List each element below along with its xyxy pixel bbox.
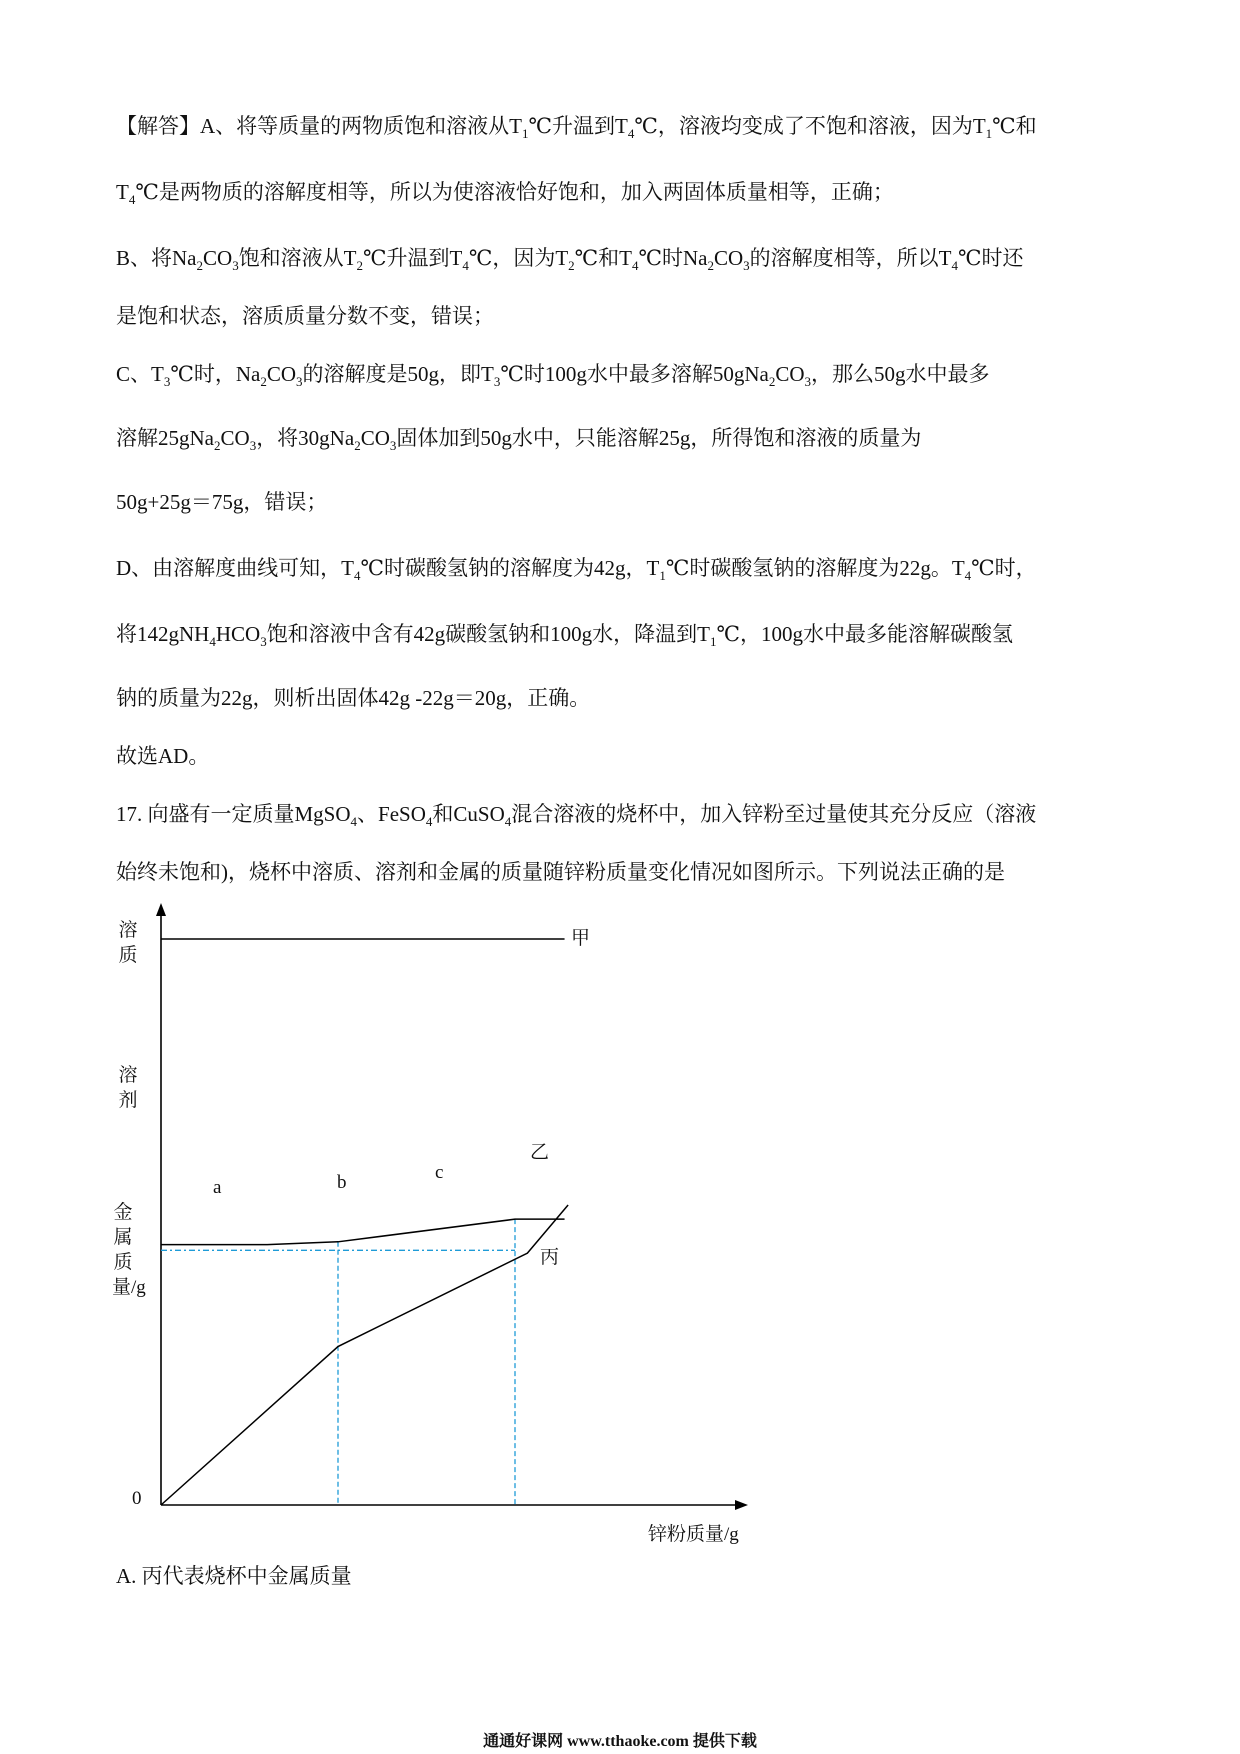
text-segment: CO	[220, 426, 250, 450]
text-segment: ℃和	[992, 114, 1037, 138]
subscript: 4	[627, 126, 635, 141]
subscript: 3	[743, 258, 750, 273]
text-segment: D、由溶解度曲线可知，T	[116, 556, 354, 580]
subscript: 3	[493, 374, 501, 389]
text-segment: 【解答】A、将等质量的两物质饱和溶液从T	[116, 114, 522, 138]
text-segment: HCO	[215, 622, 261, 646]
subscript: 4	[632, 258, 639, 273]
y-axis-arrow	[156, 903, 166, 916]
text-segment: CO	[266, 362, 297, 386]
text-segment: ℃和T	[574, 246, 632, 270]
x-axis-label: 锌粉质量/g	[648, 1524, 739, 1545]
text-segment: T	[116, 180, 129, 204]
text-segment: ，将30gNa	[256, 426, 355, 450]
x-axis-arrow	[735, 1500, 748, 1510]
text-segment: 的溶解度是50g，即T	[302, 362, 494, 386]
text-segment: CO	[360, 426, 390, 450]
subscript: 4	[951, 258, 958, 273]
subscript: 2	[260, 374, 267, 389]
y-label-metal: 金属质量/g	[112, 1202, 146, 1298]
series-line-yi	[161, 1219, 565, 1244]
subscript: 3	[163, 374, 171, 389]
subscript: 3	[260, 634, 267, 649]
subscript: 3	[232, 258, 239, 273]
text-segment: 钠的质量为22g，则析出固体42g -22g＝20g，正确。	[116, 686, 591, 710]
y-label-solute: 溶质	[118, 920, 138, 966]
text-segment: 饱和溶液从T	[238, 246, 357, 270]
subscript: 2	[196, 258, 203, 273]
text-segment: ℃，溶液均变成了不饱和溶液，因为T	[634, 114, 986, 138]
text-segment: 故选AD。	[116, 744, 210, 768]
subscript: 3	[804, 374, 812, 389]
text-segment: ℃时碳酸氢钠的溶解度为42g，T	[360, 556, 660, 580]
subscript: 4	[462, 258, 469, 273]
subscript: 3	[296, 374, 303, 389]
subscript: 4	[425, 814, 433, 829]
text-segment: ℃是两物质的溶解度相等，所以为使溶液恰好饱和，加入两固体质量相等，正确；	[135, 180, 894, 204]
text-segment: ℃升温到T	[363, 246, 463, 270]
text-segment: 混合溶液的烧杯中，加入锌粉至过量使其充分反应（溶液	[511, 802, 1037, 826]
text-segment: 的溶解度相等，所以T	[749, 246, 952, 270]
text-segment: CO	[203, 246, 233, 270]
text-segment: 将142gNH	[116, 622, 210, 646]
text-segment: ℃升温到T	[528, 114, 628, 138]
subscript: 1	[985, 126, 993, 141]
subscript: 4	[350, 814, 358, 829]
series-label-jia: 甲	[571, 928, 591, 949]
text-segment: C、T	[116, 362, 164, 386]
text-segment: A. 丙代表烧杯中金属质量	[116, 1564, 352, 1588]
text-segment: 50g+25g＝75g，错误；	[116, 490, 328, 514]
text-segment: ℃，因为T	[468, 246, 569, 270]
text-segment: 固体加到50g水中，只能溶解25g，所得饱和溶液的质量为	[396, 426, 922, 450]
subscript: 1	[522, 126, 529, 141]
subscript: 2	[354, 438, 361, 453]
text-segment: ℃时还	[958, 246, 1024, 270]
subscript: 3	[249, 438, 257, 453]
segment-label-c: c	[435, 1162, 444, 1183]
text-segment: CO	[775, 362, 805, 386]
y-label-solvent: 溶剂	[118, 1065, 138, 1111]
subscript: 1	[659, 568, 666, 583]
text-segment: 是饱和状态，溶质质量分数不变，错误；	[116, 304, 494, 328]
footer: 通通好课网 www.tthaoke.com 提供下载	[483, 1733, 757, 1750]
subscript: 2	[768, 374, 776, 389]
subscript: 4	[128, 192, 136, 207]
subscript: 4	[504, 814, 512, 829]
subscript: 4	[209, 634, 216, 649]
text-segment: 17. 向盛有一定质量MgSO	[116, 802, 351, 826]
series-label-bing: 丙	[540, 1247, 560, 1268]
text-segment: ℃时碳酸氢钠的溶解度为22g。T	[665, 556, 965, 580]
text-segment: 和CuSO	[432, 802, 505, 826]
subscript: 2	[707, 258, 714, 273]
text-segment: 、FeSO	[357, 802, 426, 826]
segment-label-b: b	[337, 1172, 347, 1193]
text-segment: ，那么50g水中最多	[811, 362, 990, 386]
text-segment: B、将Na	[116, 246, 197, 270]
text-segment: 溶解25gNa	[116, 426, 214, 450]
subscript: 2	[356, 258, 364, 273]
subscript: 4	[354, 568, 361, 583]
text-segment: ℃，100g水中最多能溶解碳酸氢	[716, 622, 1014, 646]
text-segment: ℃时100g水中最多溶解50gNa	[500, 362, 769, 386]
text-segment: ℃时，Na	[170, 362, 261, 386]
subscript: 4	[964, 568, 972, 583]
subscript: 1	[710, 634, 717, 649]
subscript: 2	[568, 258, 575, 273]
text-segment: ℃时Na	[638, 246, 708, 270]
text-segment: 饱和溶液中含有42g碳酸氢钠和100g水，降温到T	[266, 622, 711, 646]
origin-label: 0	[132, 1488, 142, 1509]
text-segment: 始终未饱和)，烧杯中溶质、溶剂和金属的质量随锌粉质量变化情况如图所示。下列说法正确的是	[116, 860, 1005, 884]
subscript: 3	[389, 438, 397, 453]
subscript: 2	[214, 438, 221, 453]
series-label-yi: 乙	[530, 1142, 550, 1163]
text-segment: CO	[713, 246, 744, 270]
segment-label-a: a	[213, 1177, 222, 1198]
text-segment: ℃时，	[971, 556, 1037, 580]
